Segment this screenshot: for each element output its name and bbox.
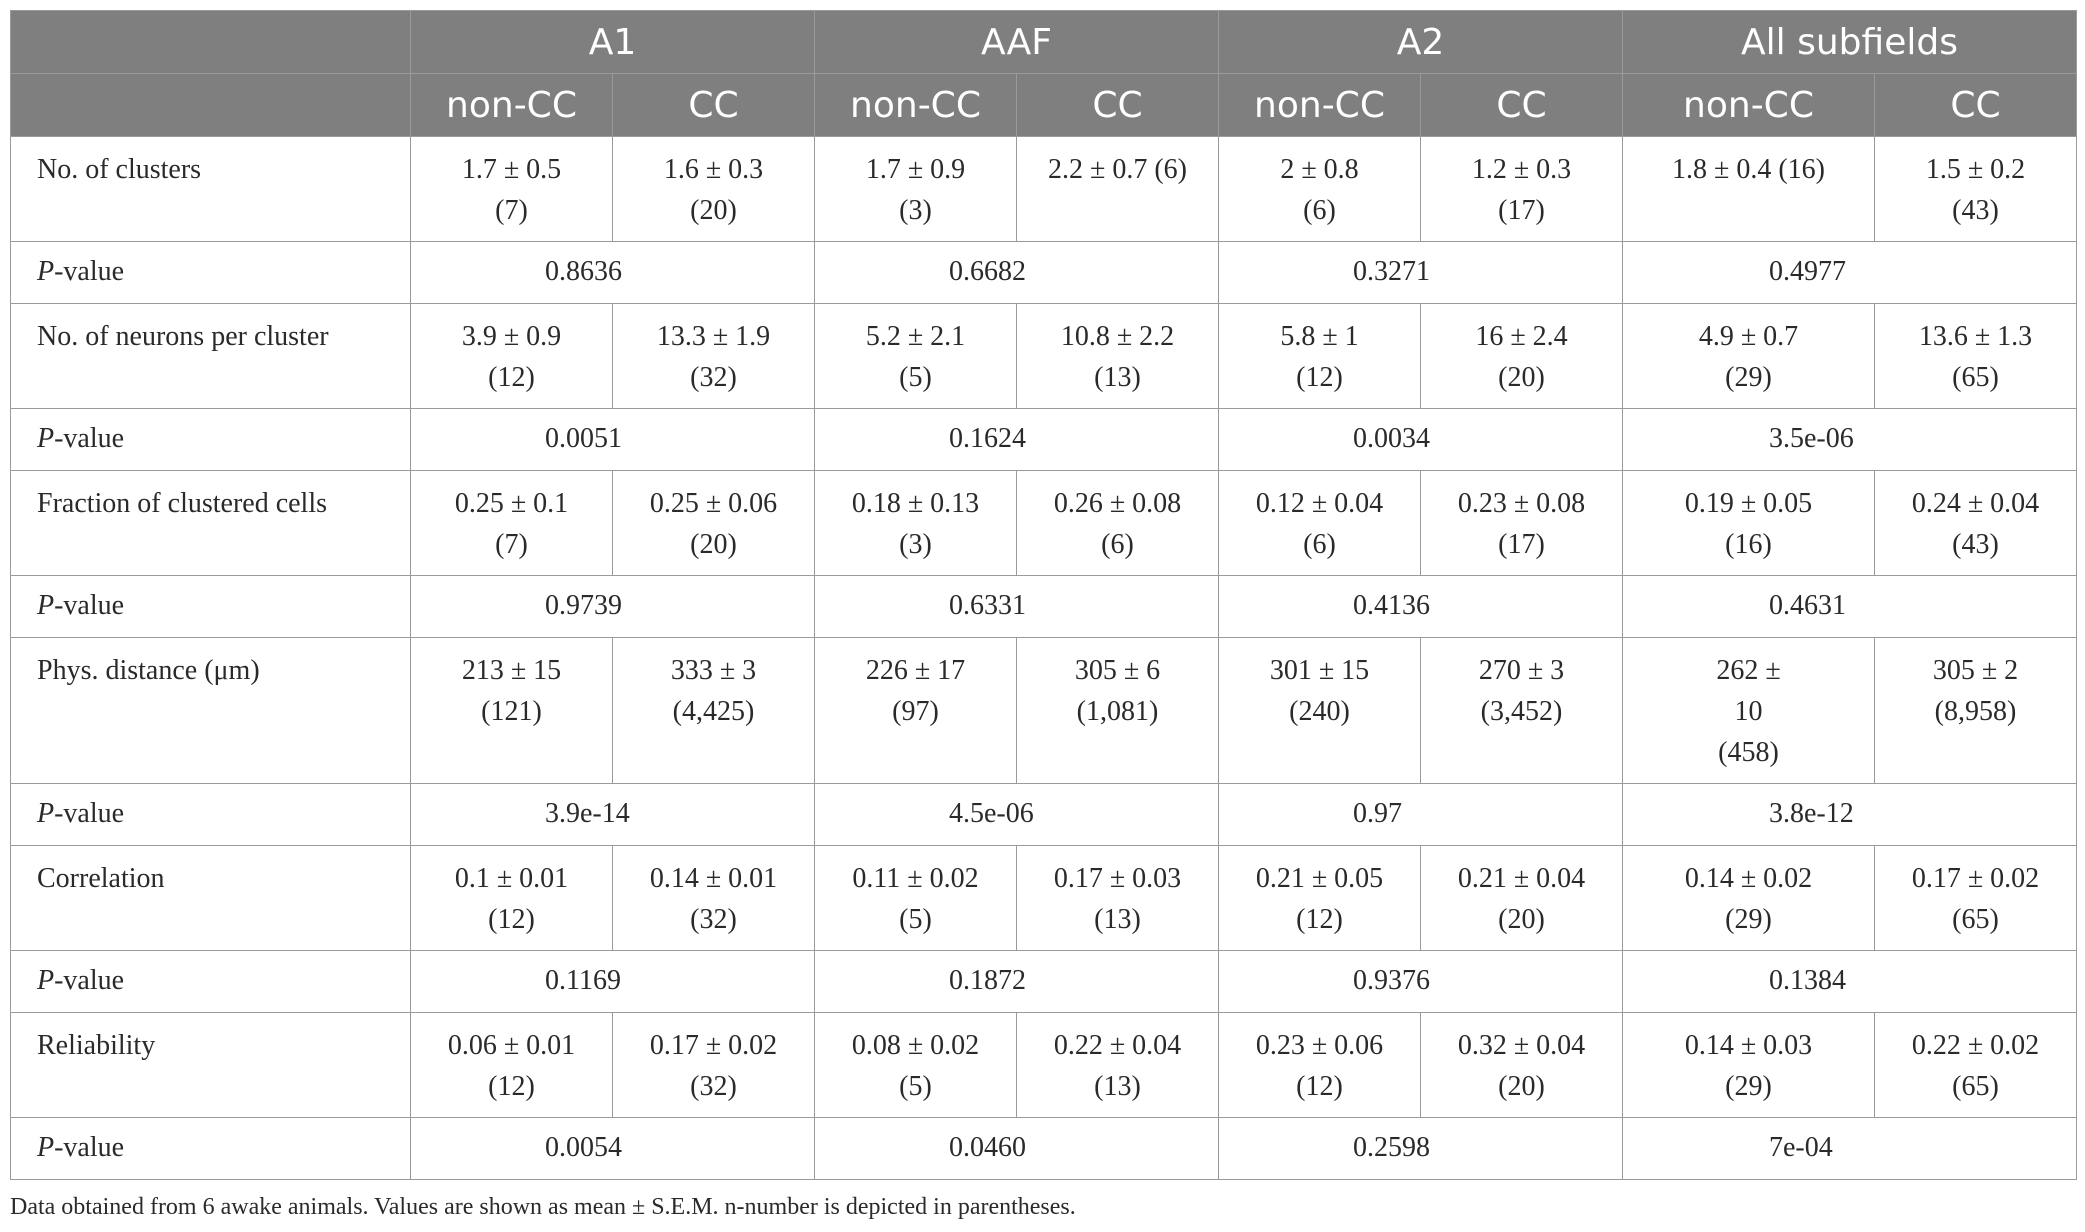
pvalue-cell: [1219, 242, 1623, 304]
pvalue: 0.3271: [1353, 256, 1430, 287]
pvalue: 0.4136: [1353, 590, 1430, 621]
cell-line: 305 ± 6: [1074, 655, 1161, 686]
cell-line: 213 ± 15: [461, 655, 562, 686]
cell-line: 2 ± 0.8: [1280, 154, 1359, 185]
pvalue-label: [11, 951, 411, 1013]
pvalue-cell: [815, 784, 1219, 846]
header-subgroup: CC: [1421, 74, 1623, 137]
cell-line: 0.22 ± 0.04: [1053, 1030, 1182, 1061]
pvalue: 0.9376: [1353, 965, 1430, 996]
cell-line: 0.17 ± 0.02: [1911, 863, 2040, 894]
cell-line: 4.9 ± 0.7: [1698, 321, 1799, 352]
pvalue-cell: [1219, 409, 1623, 471]
pvalue: 0.0051: [545, 423, 622, 454]
header-corner: [11, 11, 411, 74]
cell-line: 16 ± 2.4: [1475, 321, 1568, 352]
cell-line: (3,452): [1480, 696, 1563, 727]
cell-line: 262 ±: [1716, 655, 1781, 686]
cell-line: 0.32 ± 0.04: [1457, 1030, 1586, 1061]
cell-line: 226 ± 17: [865, 655, 966, 686]
cell-line: (1,081): [1076, 696, 1159, 727]
cell-line: (43): [1952, 195, 1999, 226]
data-cell: [1623, 471, 1875, 576]
data-cell: [1875, 304, 2077, 409]
cell-line: (16): [1725, 529, 1772, 560]
cell-line: (5): [899, 904, 932, 935]
pvalue: 3.5e-06: [1769, 423, 1854, 454]
data-cell: [411, 638, 613, 784]
data-cell: [1017, 846, 1219, 951]
header-group: All subfields: [1623, 11, 2077, 74]
pvalue-cell: [411, 409, 815, 471]
cell-line: (65): [1952, 362, 1999, 393]
cell-line: 2.2 ± 0.7 (6): [1047, 154, 1187, 185]
pvalue-cell: [815, 409, 1219, 471]
cell-line: (29): [1725, 1071, 1772, 1102]
cell-line: (32): [690, 1071, 737, 1102]
cell-line: (20): [1498, 1071, 1545, 1102]
cell-line: 10.8 ± 2.2: [1060, 321, 1175, 352]
pvalue-label-suffix: -value: [54, 423, 125, 454]
data-cell: [1623, 846, 1875, 951]
cell-line: (8,958): [1934, 696, 2017, 727]
data-cell: [613, 304, 815, 409]
data-cell: [1623, 304, 1875, 409]
data-cell: [815, 638, 1017, 784]
pvalue-label-italic: P: [37, 1132, 55, 1163]
header-subgroup: non-CC: [1623, 74, 1875, 137]
cell-line: (7): [495, 529, 528, 560]
pvalue-row: [11, 576, 2077, 638]
header-group: A2: [1219, 11, 1623, 74]
pvalue-cell: [411, 951, 815, 1013]
cell-line: 1.5 ± 0.2: [1925, 154, 2026, 185]
pvalue-label-suffix: -value: [54, 590, 125, 621]
cell-line: (12): [488, 362, 535, 393]
data-cell: [1017, 1013, 1219, 1118]
header-subgroup: CC: [1017, 74, 1219, 137]
cell-line: (5): [899, 1071, 932, 1102]
data-cell: [1875, 471, 2077, 576]
data-cell: [1421, 638, 1623, 784]
cell-line: 1.8 ± 0.4 (16): [1671, 154, 1825, 185]
cell-line: 0.21 ± 0.04: [1457, 863, 1586, 894]
data-cell: [815, 304, 1017, 409]
table-footnote: Data obtained from 6 awake animals. Values are shown as mean ± S.E.M. n-number is depicted in parentheses.: [10, 1194, 1076, 1220]
pvalue-cell: [815, 1118, 1219, 1180]
cell-line: 13.6 ± 1.3: [1918, 321, 2033, 352]
cell-line: (65): [1952, 1071, 1999, 1102]
cell-line: (29): [1725, 362, 1772, 393]
table-row: [11, 471, 2077, 576]
data-cell: [1421, 1013, 1623, 1118]
pvalue-cell: [411, 242, 815, 304]
cell-line: (4,425): [672, 696, 755, 727]
pvalue-cell: [411, 576, 815, 638]
pvalue: 0.0054: [545, 1132, 622, 1163]
data-cell: [613, 638, 815, 784]
pvalue: 0.1624: [949, 423, 1026, 454]
cell-line: (13): [1094, 1071, 1141, 1102]
pvalue: 0.2598: [1353, 1132, 1430, 1163]
cell-line: (13): [1094, 904, 1141, 935]
data-cell: [1219, 846, 1421, 951]
pvalue-cell: [815, 242, 1219, 304]
pvalue: 0.1872: [949, 965, 1026, 996]
results-table-panel: [10, 10, 2076, 1221]
cell-line: (6): [1303, 529, 1336, 560]
pvalue-label-suffix: -value: [54, 1132, 125, 1163]
cell-line: 0.23 ± 0.08: [1457, 488, 1586, 519]
cell-line: 0.1 ± 0.01: [454, 863, 569, 894]
pvalue-label-suffix: -value: [54, 798, 125, 829]
pvalue-label: [11, 409, 411, 471]
cell-line: 0.08 ± 0.02: [851, 1030, 980, 1061]
data-cell: [411, 1013, 613, 1118]
pvalue: 0.0034: [1353, 423, 1430, 454]
cell-line: (97): [892, 696, 939, 727]
header-subgroup: non-CC: [411, 74, 613, 137]
pvalue: 3.9e-14: [545, 798, 630, 829]
cell-line: (3): [899, 195, 932, 226]
pvalue: 0.0460: [949, 1132, 1026, 1163]
pvalue: 0.1384: [1769, 965, 1846, 996]
data-cell: [1875, 137, 2077, 242]
cell-line: (17): [1498, 195, 1545, 226]
pvalue-cell: [1623, 576, 2077, 638]
cell-line: 0.25 ± 0.1: [454, 488, 569, 519]
pvalue-label-italic: P: [37, 590, 55, 621]
pvalue-cell: [1219, 576, 1623, 638]
data-cell: [411, 846, 613, 951]
data-cell: [1421, 137, 1623, 242]
cell-line: (12): [1296, 1071, 1343, 1102]
cell-line: (3): [899, 529, 932, 560]
cell-line: (13): [1094, 362, 1141, 393]
pvalue-cell: [1623, 784, 2077, 846]
table-row: [11, 1013, 2077, 1118]
data-cell: [815, 137, 1017, 242]
pvalue-label: [11, 242, 411, 304]
pvalue-cell: [1219, 1118, 1623, 1180]
cell-line: (65): [1952, 904, 1999, 935]
table-row: [11, 304, 2077, 409]
pvalue-label-italic: P: [37, 423, 55, 454]
data-cell: [1875, 1013, 2077, 1118]
data-cell: [1219, 638, 1421, 784]
cell-line: (20): [1498, 362, 1545, 393]
pvalue: 0.4977: [1769, 256, 1846, 287]
cell-line: (12): [1296, 904, 1343, 935]
pvalue-cell: [411, 784, 815, 846]
cell-line: 0.17 ± 0.02: [649, 1030, 778, 1061]
cell-line: 0.25 ± 0.06: [649, 488, 778, 519]
pvalue: 0.8636: [545, 256, 622, 287]
row-label: Reliability: [11, 1013, 411, 1118]
header-subgroup: non-CC: [815, 74, 1017, 137]
pvalue: 0.6331: [949, 590, 1026, 621]
pvalue-row: [11, 409, 2077, 471]
cell-line: (7): [495, 195, 528, 226]
data-cell: [411, 304, 613, 409]
table-row: [11, 846, 2077, 951]
cell-line: 0.17 ± 0.03: [1053, 863, 1182, 894]
cell-line: 0.23 ± 0.06: [1255, 1030, 1384, 1061]
cell-line: (121): [481, 696, 542, 727]
data-cell: [1421, 846, 1623, 951]
cell-line: (6): [1101, 529, 1134, 560]
pvalue-row: [11, 784, 2077, 846]
pvalue: 0.4631: [1769, 590, 1846, 621]
pvalue-label-italic: P: [37, 965, 55, 996]
cell-line: 333 ± 3: [670, 655, 757, 686]
data-cell: [1421, 304, 1623, 409]
pvalue: 0.9739: [545, 590, 622, 621]
cell-line: 0.14 ± 0.03: [1684, 1030, 1813, 1061]
pvalue-cell: [1623, 242, 2077, 304]
cell-line: (240): [1289, 696, 1350, 727]
pvalue-label-italic: P: [37, 798, 55, 829]
cell-line: 0.21 ± 0.05: [1255, 863, 1384, 894]
header-subgroup-row: [11, 74, 2077, 137]
pvalue-row: [11, 242, 2077, 304]
cell-line: (6): [1303, 195, 1336, 226]
cell-line: (20): [690, 195, 737, 226]
cell-line: 10: [1734, 696, 1763, 727]
data-cell: [613, 846, 815, 951]
pvalue-cell: [815, 951, 1219, 1013]
cell-line: (5): [899, 362, 932, 393]
cell-line: (20): [1498, 904, 1545, 935]
data-cell: [1219, 137, 1421, 242]
pvalue-row: [11, 1118, 2077, 1180]
cell-line: 0.11 ± 0.02: [852, 863, 979, 894]
pvalue: 0.6682: [949, 256, 1026, 287]
cell-line: 0.14 ± 0.01: [649, 863, 778, 894]
header-subgroup: non-CC: [1219, 74, 1421, 137]
pvalue-label-suffix: -value: [54, 256, 125, 287]
data-cell: [1219, 471, 1421, 576]
cell-line: 1.7 ± 0.9: [865, 154, 966, 185]
data-cell: [1623, 137, 1875, 242]
pvalue-label-suffix: -value: [54, 965, 125, 996]
cell-line: 5.2 ± 2.1: [865, 321, 966, 352]
cell-line: 3.9 ± 0.9: [461, 321, 562, 352]
cell-line: 270 ± 3: [1478, 655, 1565, 686]
cell-line: (43): [1952, 529, 1999, 560]
data-cell: [613, 137, 815, 242]
data-cell: [815, 846, 1017, 951]
cell-line: 305 ± 2: [1932, 655, 2019, 686]
pvalue-label: [11, 576, 411, 638]
cell-line: 0.14 ± 0.02: [1684, 863, 1813, 894]
cell-line: 1.7 ± 0.5: [461, 154, 562, 185]
row-label: No. of neurons per cluster: [11, 304, 411, 409]
data-cell: [1219, 304, 1421, 409]
data-cell: [1623, 1013, 1875, 1118]
data-cell: [613, 1013, 815, 1118]
data-cell: [815, 471, 1017, 576]
pvalue: 0.1169: [545, 965, 621, 996]
cell-line: (458): [1718, 737, 1779, 768]
header-group: AAF: [815, 11, 1219, 74]
cell-line: 1.2 ± 0.3: [1471, 154, 1572, 185]
data-cell: [1017, 471, 1219, 576]
cell-line: (32): [690, 362, 737, 393]
table-row: [11, 638, 2077, 784]
data-cell: [613, 471, 815, 576]
cell-line: 0.06 ± 0.01: [447, 1030, 576, 1061]
cell-line: 0.18 ± 0.13: [851, 488, 980, 519]
cell-line: (17): [1498, 529, 1545, 560]
data-cell: [1875, 638, 2077, 784]
data-cell: [1875, 846, 2077, 951]
pvalue: 3.8e-12: [1769, 798, 1854, 829]
results-table: [10, 10, 2077, 1180]
pvalue-label-italic: P: [37, 256, 55, 287]
cell-line: 0.22 ± 0.02: [1911, 1030, 2040, 1061]
data-cell: [411, 137, 613, 242]
cell-line: 0.24 ± 0.04: [1911, 488, 2040, 519]
header-subgroup: CC: [613, 74, 815, 137]
cell-line: 301 ± 15: [1269, 655, 1370, 686]
data-cell: [1017, 304, 1219, 409]
row-label: Fraction of clustered cells: [11, 471, 411, 576]
data-cell: [1017, 638, 1219, 784]
row-label: Correlation: [11, 846, 411, 951]
pvalue-cell: [1623, 951, 2077, 1013]
cell-line: (12): [488, 904, 535, 935]
pvalue-cell: [815, 576, 1219, 638]
cell-line: 1.6 ± 0.3: [663, 154, 764, 185]
data-cell: [1017, 137, 1219, 242]
data-cell: [1219, 1013, 1421, 1118]
cell-line: (20): [690, 529, 737, 560]
header-subgroup: CC: [1875, 74, 2077, 137]
data-cell: [815, 1013, 1017, 1118]
row-label: Phys. distance (μm): [11, 638, 411, 784]
cell-line: 5.8 ± 1: [1280, 321, 1359, 352]
cell-line: 0.19 ± 0.05: [1684, 488, 1813, 519]
cell-line: (12): [1296, 362, 1343, 393]
pvalue-cell: [1219, 951, 1623, 1013]
cell-line: 0.12 ± 0.04: [1255, 488, 1384, 519]
pvalue-label: [11, 784, 411, 846]
cell-line: (12): [488, 1071, 535, 1102]
header-group: A1: [411, 11, 815, 74]
data-cell: [1421, 471, 1623, 576]
pvalue: 4.5e-06: [949, 798, 1034, 829]
pvalue-cell: [1219, 784, 1623, 846]
cell-line: 0.26 ± 0.08: [1053, 488, 1182, 519]
pvalue-cell: [1623, 1118, 2077, 1180]
pvalue-cell: [1623, 409, 2077, 471]
table-header: [11, 11, 2077, 137]
table-row: [11, 137, 2077, 242]
pvalue: 0.97: [1353, 798, 1402, 829]
header-corner: [11, 74, 411, 137]
cell-line: (29): [1725, 904, 1772, 935]
pvalue: 7e-04: [1769, 1132, 1833, 1163]
table-body: [11, 137, 2077, 1180]
pvalue-cell: [411, 1118, 815, 1180]
row-label: No. of clusters: [11, 137, 411, 242]
cell-line: (32): [690, 904, 737, 935]
cell-line: 13.3 ± 1.9: [656, 321, 771, 352]
header-group-row: [11, 11, 2077, 74]
data-cell: [1623, 638, 1875, 784]
data-cell: [411, 471, 613, 576]
pvalue-label: [11, 1118, 411, 1180]
pvalue-row: [11, 951, 2077, 1013]
